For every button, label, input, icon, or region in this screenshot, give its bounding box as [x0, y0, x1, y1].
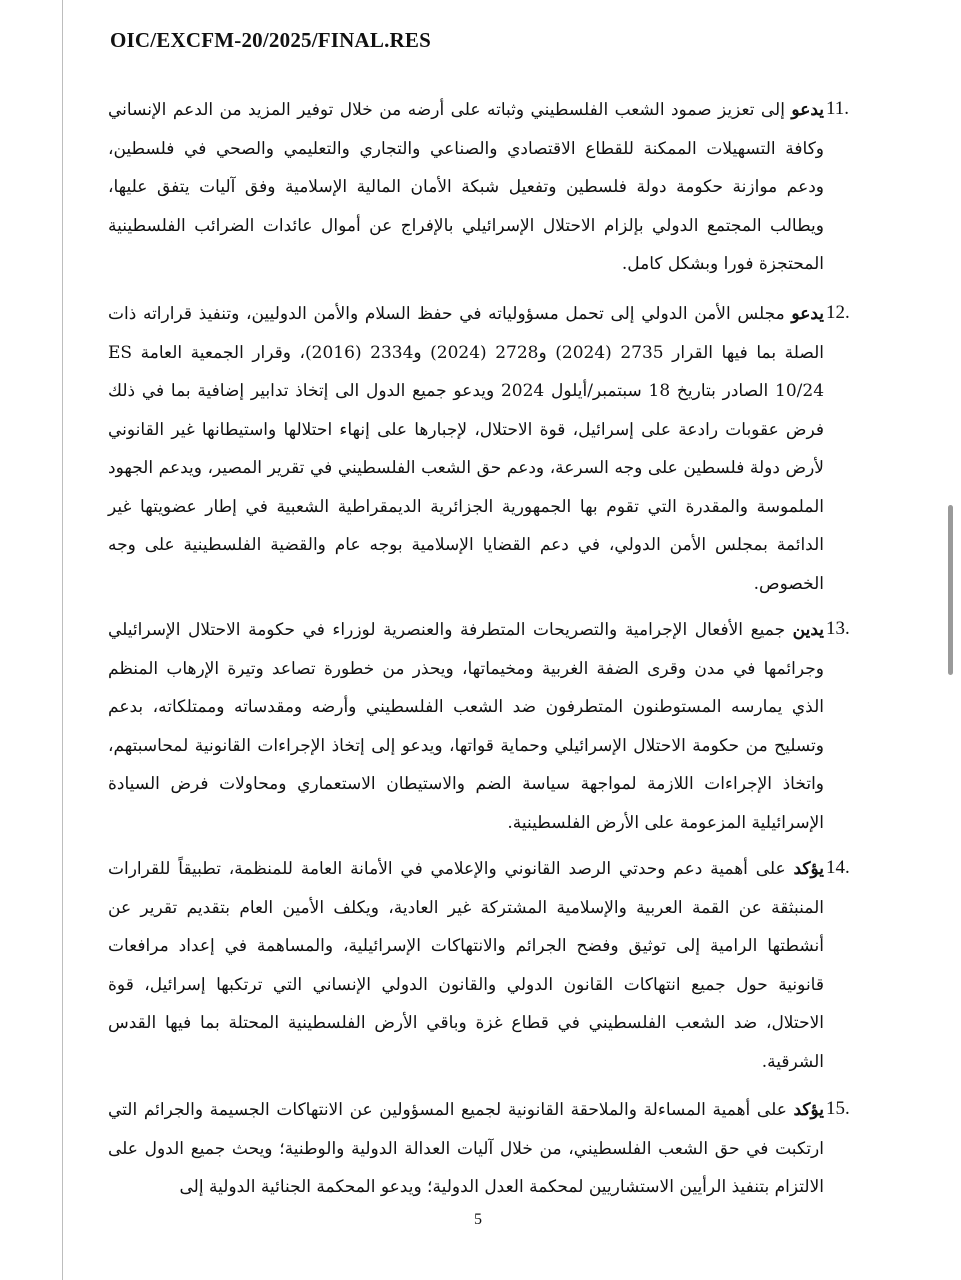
paragraph-text: جميع الأفعال الإجرامية والتصريحات المتطرفة والعنصرية لوزراء في حكومة الاحتلال الإسرائيلي وجرائمها في مدن وقرى الضفة الغربية ومخيماتها، ويحذر من خطورة تصاعد وتيرة الإرهاب المنظم الذي يمارسه المستوطنون المتطرفون ضد الشعب الفلسطيني وأرضه ومقدساته وممتلكاته، بدعم وتسليح من حكومة الاحتلال الإسرائيلي وحماية قواتها، ويدعو إلى إتخاذ الإجراءات القانونية لمحاسبتهم، واتخاذ الإجراءات اللازمة لمواجهة سياسة الضم والاستيطان الاستعماري ومحاولات فرض السيادة الإسرائيلية المزعومة على الأرض الفلسطينية.	[108, 620, 824, 833]
paragraph-lead-verb: يدعو	[791, 304, 825, 324]
paragraph-text: على أهمية المساءلة والملاحقة القانونية لجميع المسؤولين عن الانتهاكات الجسيمة والجرائم التي ارتكبت في حق الشعب الفلسطيني، من خلال آليات العدالة الدولية والوطنية؛ ويحث جميع الدول على الالتزام بتنفيذ الرأيين الاستشاريين لمحكمة العدل الدولية؛ ويدعو المحكمة الجنائية الدولية إلى	[108, 1100, 824, 1197]
scrollbar-thumb[interactable]	[948, 505, 953, 675]
paragraph-text: مجلس الأمن الدولي إلى تحمل مسؤولياته في حفظ السلام والأمن الدوليين، وتنفيذ قراراته ذات الصلة بما فيها القرار 2735 (2024) و2728 (2024) و2334 (2016)، وقرار الجمعية العامة ES 10/24 الصادر بتاريخ 18 سبتمبر/أيلول 2024 ويدعو جميع الدول الى إتخاذ تدابير إضافية بما في ذلك فرض عقوبات رادعة على إسرائيل، قوة الاحتلال، لإجبارها على إنهاء احتلالها واستيطانها غير القانوني لأرض دولة فلسطين على وجه السرعة، ودعم حق الشعب الفلسطيني في تقرير المصير، ويدعم الجهود الملموسة والمقدرة التي تقوم بها الجمهورية الجزائرية الديمقراطية الشعبية في إطار عضويتها غير الدائمة بمجلس الأمن الدولي، في دعم القضايا الإسلامية بوجه عام والقضية الفلسطينية على وجه الخصوص.	[108, 304, 825, 594]
paragraph-number: 13.	[826, 618, 850, 639]
paragraph-text: إلى تعزيز صمود الشعب الفلسطيني وثباته على أرضه من خلال توفير المزيد من الدعم الإنساني وكافة التسهيلات الممكنة للقطاع الاقتصادي والصناعي والتجاري والتعليمي والصحي في فلسطين، ودعم موازنة حكومة دولة فلسطين وتفعيل شبكة الأمان المالية الإسلامية وفق آليات يتفق عليها، ويطالب المجتمع الدولي بإلزام الاحتلال الإسرائيلي بالإفراج عن أموال عائدات الضرائب الفلسطينية المحتجزة فورا وبشكل كامل.	[108, 100, 824, 274]
paragraph-15	[108, 1091, 824, 1207]
paragraph-number: 15.	[826, 1098, 850, 1119]
paragraph-number: 14.	[826, 857, 850, 878]
paragraph-12	[108, 295, 824, 603]
paragraph-number: 12.	[826, 302, 850, 323]
document-reference: OIC/EXCFM-20/2025/FINAL.RES	[110, 28, 431, 52]
paragraph-11	[108, 91, 824, 284]
paragraph-lead-verb: يؤكد	[793, 859, 825, 879]
page-edge-line	[62, 0, 63, 1280]
paragraph-13	[108, 611, 824, 842]
paragraph-number: 11.	[826, 98, 850, 119]
page-number: 5	[474, 1211, 482, 1228]
paragraph-lead-verb: يؤكد	[793, 1100, 824, 1120]
paragraph-lead-verb: يدين	[792, 620, 824, 640]
paragraph-14	[108, 850, 824, 1081]
paragraph-text: على أهمية دعم وحدتي الرصد القانوني والإعلامي في الأمانة العامة للمنظمة، تطبيقاً للقرارات المنبثقة عن القمة العربية والإسلامية المشتركة غير العادية، ويكلف الأمين العام بتقديم تقرير عن أنشطتها الرامية إلى توثيق وفضح الجرائم والانتهاكات الإسرائيلية، والمساهمة في إعداد مرافعات قانونية حول جميع انتهاكات القانون الدولي والقانون الدولي الإنساني التي ترتكبها إسرائيل، قوة الاحتلال، ضد الشعب الفلسطيني في قطاع غزة وباقي الأرض الفلسطينية المحتلة بما فيها القدس الشرقية.	[108, 859, 824, 1072]
paragraph-lead-verb: يدعو	[791, 100, 824, 120]
